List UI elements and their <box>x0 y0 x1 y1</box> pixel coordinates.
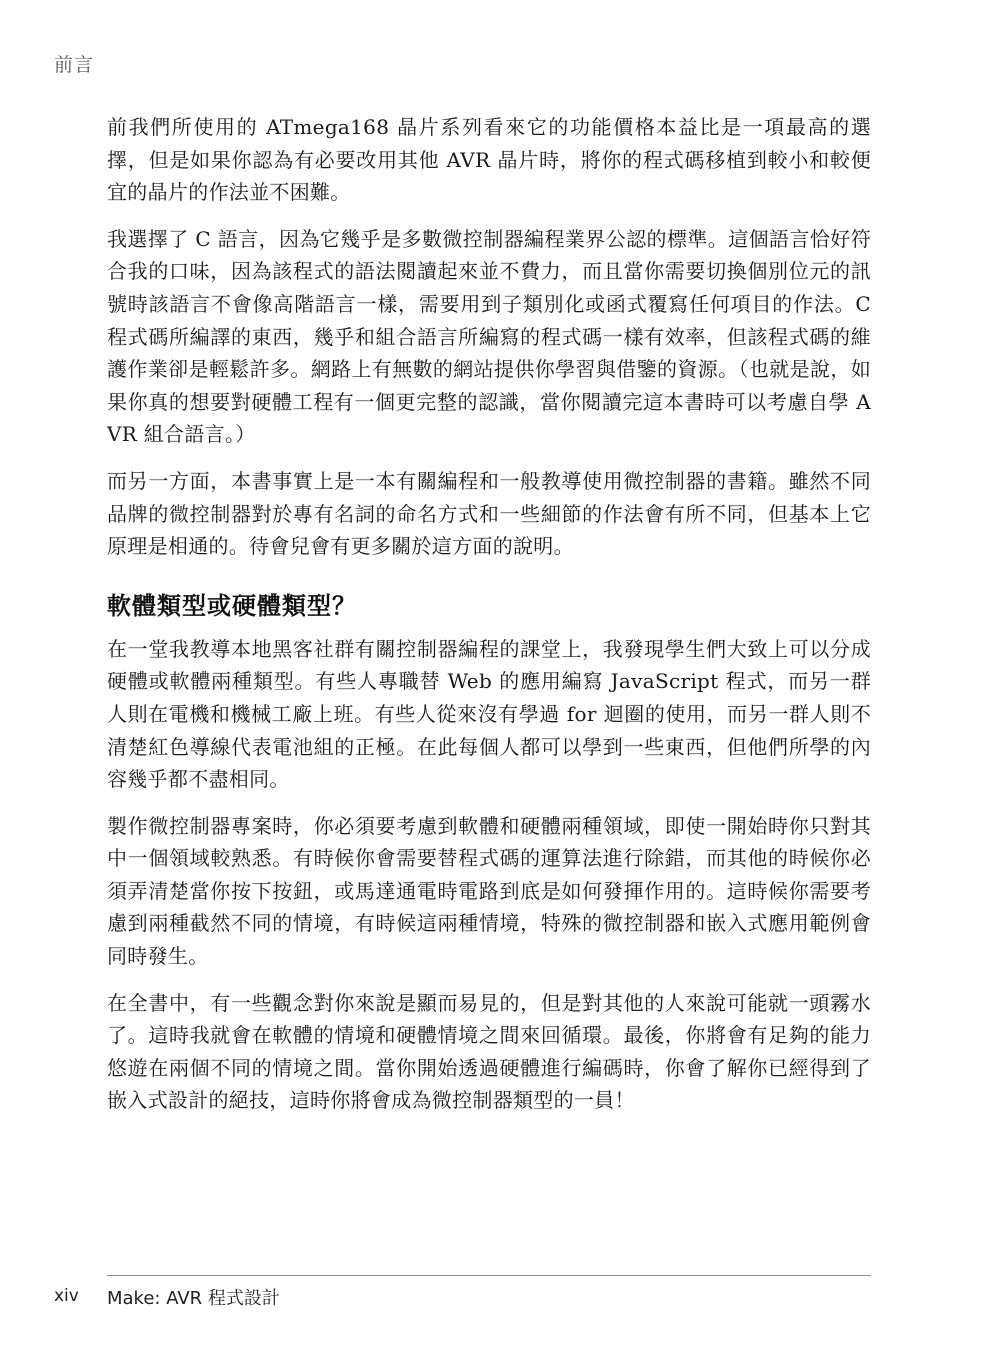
section-heading: 軟體類型或硬體類型？ <box>107 591 357 620</box>
page-body <box>107 111 871 1131</box>
paragraph-intro-1: 前我們所使用的 ATmega168 晶片系列看來它的功能價格本益比是一項最高的選擇，但是如果你認為有必要改用其他 AVR 晶片時，將你的程式碼移植到較小和較便宜的晶片的作法並不困難。 <box>107 115 871 205</box>
paragraph-intro-2: 我選擇了 C 語言，因為它幾乎是多數微控制器編程業界公認的標準。這個語言恰好符合我的口味，因為該程式的語法閱讀起來並不費力，而且當你需要切換個別位元的訊號時該語言不會像高階語言一樣，需要用到子類別化或函式覆寫任何項目的作法。C 程式碼所編譯的東西，幾乎和組合語言所編寫的程式碼一樣有效率，但該程式碼的維護作業卻是輕鬆許多。網路上有無數的網站提供你學習與借鑒的資源。（也就是說，如果你真的想要對硬體工程有一個更完整的認識，當你閱讀完這本書時可以考慮自學 AVR 組合語言。） <box>107 226 871 447</box>
page-number: xiv <box>54 1286 79 1306</box>
paragraph-section-1: 在一堂我教導本地黑客社群有關控制器編程的課堂上，我發現學生們大致上可以分成硬體或軟體兩種類型。有些人專職替 Web 的應用編寫 JavaScript 程式，而另一群人則在電機和機械工廠上班。有些人從來沒有學過 for 迴圈的使用，而另一群人則不清楚紅色導線代表電池組的正極。在此每個人都可以學到一些東西，但他們所學的內容幾乎都不盡相同。 <box>107 636 871 792</box>
running-head: 前言 <box>54 54 95 76</box>
paragraph-section-3: 在全書中，有一些觀念對你來說是顯而易見的，但是對其他的人來說可能就一頭霧水了。這時我就會在軟體的情境和硬體情境之間來回循環。最後，你將會有足夠的能力悠遊在兩個不同的情境之間。當你開始透過硬體進行編碼時，你會了解你已經得到了嵌入式設計的絕技，這時你將會成為微控制器類型的一員！ <box>107 990 871 1113</box>
paragraph-intro-3: 而另一方面，本書事實上是一本有關編程和一般教導使用微控制器的書籍。雖然不同品牌的微控制器對於專有名詞的命名方式和一些細節的作法會有所不同，但基本上它原理是相通的。待會兒會有更多關於這方面的說明。 <box>107 468 871 559</box>
paragraph-section-2: 製作微控制器專案時，你必須要考慮到軟體和硬體兩種領域，即使一開始時你只對其中一個領域較熟悉。有時候你會需要替程式碼的運算法進行除錯，而其他的時候你必須弄清楚當你按下按鈕，或馬達通電時電路到底是如何發揮作用的。這時候你需要考慮到兩種截然不同的情境，有時候這兩種情境，特殊的微控制器和嵌入式應用範例會同時發生。 <box>107 813 871 969</box>
book-title: Make: AVR 程式設計 <box>107 1288 280 1309</box>
footer-divider <box>107 1275 871 1276</box>
